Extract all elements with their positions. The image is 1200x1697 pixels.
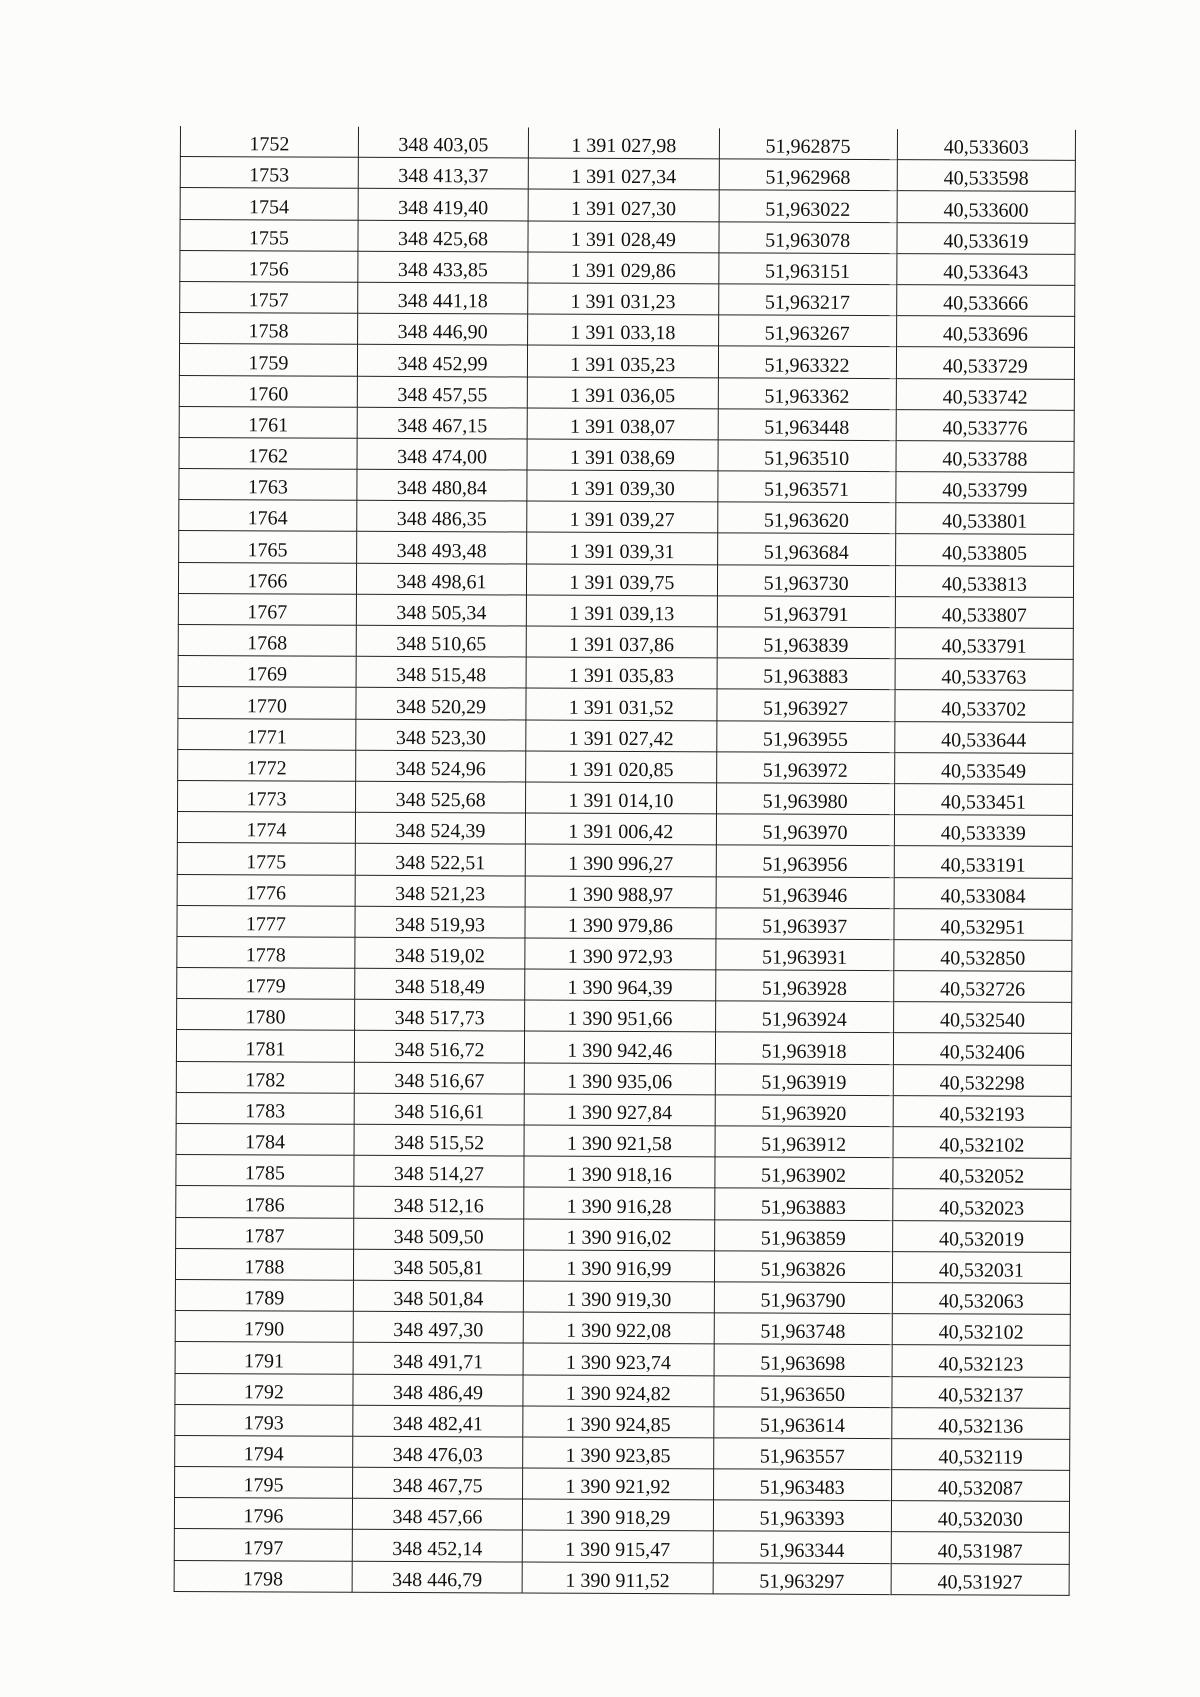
latitude-cell: 51,963928 [715, 970, 893, 1002]
latitude-cell: 51,963859 [714, 1219, 892, 1251]
y-coordinate-cell: 1 391 039,13 [527, 595, 717, 627]
table-row [174, 1498, 1069, 1533]
latitude-cell: 51,963614 [713, 1407, 891, 1439]
point-number-cell: 1774 [177, 812, 355, 844]
y-coordinate-cell: 1 391 039,31 [527, 532, 717, 564]
latitude-cell: 51,963267 [718, 315, 896, 347]
latitude-cell: 51,963937 [715, 908, 893, 940]
latitude-cell: 51,963684 [717, 533, 895, 565]
longitude-cell: 40,533549 [894, 752, 1072, 784]
longitude-cell: 40,533339 [894, 815, 1072, 847]
x-coordinate-cell: 348 515,48 [356, 656, 526, 688]
latitude-cell: 51,963918 [715, 1032, 893, 1064]
x-coordinate-cell: 348 491,71 [353, 1343, 523, 1375]
y-coordinate-cell: 1 391 037,86 [526, 626, 716, 658]
table-row [177, 874, 1072, 909]
y-coordinate-cell: 1 391 031,52 [526, 688, 716, 720]
point-number-cell: 1784 [176, 1123, 354, 1155]
x-coordinate-cell: 348 519,02 [355, 937, 525, 969]
longitude-cell: 40,532137 [892, 1376, 1070, 1408]
y-coordinate-cell: 1 390 922,08 [523, 1312, 713, 1344]
y-coordinate-cell: 1 390 942,46 [525, 1031, 715, 1063]
latitude-cell: 51,963362 [718, 377, 896, 409]
x-coordinate-cell: 348 509,50 [353, 1218, 523, 1250]
point-number-cell: 1786 [176, 1186, 354, 1218]
x-coordinate-cell: 348 525,68 [355, 781, 525, 813]
longitude-cell: 40,531987 [891, 1532, 1069, 1564]
longitude-cell: 40,533729 [896, 347, 1074, 379]
point-number-cell: 1771 [178, 718, 356, 750]
x-coordinate-cell: 348 498,61 [356, 563, 526, 595]
y-coordinate-cell: 1 391 020,85 [526, 751, 716, 783]
point-number-cell: 1794 [175, 1435, 353, 1467]
y-coordinate-cell: 1 391 039,75 [527, 564, 717, 596]
latitude-cell: 51,963883 [717, 658, 895, 690]
table-row [177, 936, 1072, 971]
latitude-cell: 51,963972 [716, 752, 894, 784]
point-number-cell: 1767 [178, 593, 356, 625]
x-coordinate-cell: 348 523,30 [356, 719, 526, 751]
x-coordinate-cell: 348 515,52 [354, 1124, 524, 1156]
point-number-cell: 1777 [177, 905, 355, 937]
longitude-cell: 40,532540 [893, 1002, 1071, 1034]
table-row [180, 126, 1075, 161]
x-coordinate-cell: 348 452,14 [352, 1530, 522, 1562]
x-coordinate-cell: 348 501,84 [353, 1280, 523, 1312]
x-coordinate-cell: 348 467,15 [357, 407, 527, 439]
table-row [177, 905, 1072, 940]
latitude-cell: 51,963557 [713, 1438, 891, 1470]
latitude-cell: 51,963931 [715, 939, 893, 971]
point-number-cell: 1757 [180, 281, 358, 313]
point-number-cell: 1763 [179, 469, 357, 501]
point-number-cell: 1761 [179, 406, 357, 438]
point-number-cell: 1798 [174, 1560, 352, 1592]
point-number-cell: 1788 [175, 1248, 353, 1280]
point-number-cell: 1796 [174, 1498, 352, 1530]
table-row [175, 1404, 1070, 1439]
table-row [176, 1186, 1071, 1221]
point-number-cell: 1781 [176, 1030, 354, 1062]
table-row [178, 687, 1073, 722]
table-row [179, 375, 1074, 410]
latitude-cell: 51,963620 [717, 502, 895, 534]
latitude-cell: 51,963344 [713, 1531, 891, 1563]
y-coordinate-cell: 1 391 027,98 [529, 128, 719, 160]
latitude-cell: 51,963217 [718, 284, 896, 316]
x-coordinate-cell: 348 524,39 [355, 812, 525, 844]
y-coordinate-cell: 1 390 921,58 [524, 1125, 714, 1157]
table-row [175, 1435, 1070, 1470]
longitude-cell: 40,532031 [892, 1251, 1070, 1283]
longitude-cell: 40,533801 [895, 503, 1073, 535]
y-coordinate-cell: 1 390 964,39 [525, 969, 715, 1001]
latitude-cell: 51,963919 [715, 1063, 893, 1095]
longitude-cell: 40,533191 [894, 846, 1072, 878]
table-row [179, 406, 1074, 441]
latitude-cell: 51,963826 [714, 1251, 892, 1283]
y-coordinate-cell: 1 390 923,85 [523, 1437, 713, 1469]
table-row [175, 1342, 1070, 1377]
x-coordinate-cell: 348 520,29 [356, 688, 526, 720]
longitude-cell: 40,532052 [893, 1158, 1071, 1190]
latitude-cell: 51,963483 [713, 1469, 891, 1501]
y-coordinate-cell: 1 391 029,86 [528, 252, 718, 284]
longitude-cell: 40,533813 [895, 565, 1073, 597]
x-coordinate-cell: 348 486,49 [353, 1374, 523, 1406]
point-number-cell: 1755 [180, 219, 358, 251]
y-coordinate-cell: 1 390 923,74 [523, 1343, 713, 1375]
latitude-cell: 51,962875 [719, 128, 897, 159]
longitude-cell: 40,532193 [893, 1095, 1071, 1127]
x-coordinate-cell: 348 505,34 [356, 594, 526, 626]
table-row [180, 188, 1075, 223]
longitude-cell: 40,532123 [892, 1345, 1070, 1377]
latitude-cell: 51,963393 [713, 1500, 891, 1532]
table-row [179, 437, 1074, 472]
latitude-cell: 51,963510 [718, 440, 896, 472]
point-number-cell: 1792 [175, 1373, 353, 1405]
latitude-cell: 51,963920 [715, 1095, 893, 1127]
y-coordinate-cell: 1 391 033,18 [528, 314, 718, 346]
point-number-cell: 1754 [180, 188, 358, 220]
longitude-cell: 40,533791 [895, 628, 1073, 660]
x-coordinate-cell: 348 521,23 [355, 875, 525, 907]
longitude-cell: 40,533799 [896, 472, 1074, 504]
longitude-cell: 40,533788 [896, 441, 1074, 473]
latitude-cell: 51,963956 [716, 845, 894, 877]
table-row [176, 1092, 1071, 1127]
table-row [179, 344, 1074, 379]
latitude-cell: 51,963650 [713, 1375, 891, 1407]
table-row [177, 843, 1072, 878]
table-row [178, 593, 1073, 628]
x-coordinate-cell: 348 516,61 [354, 1093, 524, 1125]
y-coordinate-cell: 1 390 919,30 [524, 1281, 714, 1313]
longitude-cell: 40,532102 [893, 1127, 1071, 1159]
latitude-cell: 51,963790 [714, 1282, 892, 1314]
point-number-cell: 1787 [176, 1217, 354, 1249]
latitude-cell: 51,963151 [718, 253, 896, 285]
longitude-cell: 40,532136 [892, 1407, 1070, 1439]
y-coordinate-cell: 1 390 916,28 [524, 1187, 714, 1219]
y-coordinate-cell: 1 391 039,27 [527, 501, 717, 533]
point-number-cell: 1758 [180, 313, 358, 345]
longitude-cell: 40,533805 [895, 534, 1073, 566]
x-coordinate-cell: 348 512,16 [354, 1187, 524, 1219]
x-coordinate-cell: 348 522,51 [355, 844, 525, 876]
y-coordinate-cell: 1 390 921,92 [523, 1468, 713, 1500]
point-number-cell: 1790 [175, 1311, 353, 1343]
longitude-cell: 40,533603 [897, 129, 1075, 160]
y-coordinate-cell: 1 391 027,34 [528, 158, 718, 190]
longitude-cell: 40,532406 [893, 1033, 1071, 1065]
point-number-cell: 1765 [179, 531, 357, 563]
point-number-cell: 1793 [175, 1404, 353, 1436]
y-coordinate-cell: 1 391 038,69 [527, 439, 717, 471]
table-row [179, 500, 1074, 535]
longitude-cell: 40,533742 [896, 378, 1074, 410]
table-row [176, 1123, 1071, 1158]
x-coordinate-cell: 348 482,41 [353, 1405, 523, 1437]
table-row [175, 1279, 1070, 1314]
table-row [177, 812, 1072, 847]
point-number-cell: 1775 [177, 843, 355, 875]
point-number-cell: 1760 [179, 375, 357, 407]
x-coordinate-cell: 348 516,67 [354, 1062, 524, 1094]
x-coordinate-cell: 348 403,05 [358, 127, 528, 158]
table-row [177, 968, 1072, 1003]
table-row [180, 313, 1075, 348]
latitude-cell: 51,963839 [717, 627, 895, 659]
latitude-cell: 51,963946 [716, 876, 894, 908]
y-coordinate-cell: 1 391 036,05 [527, 377, 717, 409]
longitude-cell: 40,533776 [896, 409, 1074, 441]
x-coordinate-cell: 348 457,55 [357, 376, 527, 408]
longitude-cell: 40,532951 [894, 908, 1072, 940]
longitude-cell: 40,532102 [892, 1314, 1070, 1346]
y-coordinate-cell: 1 391 035,83 [526, 657, 716, 689]
y-coordinate-cell: 1 390 915,47 [522, 1530, 712, 1562]
point-number-cell: 1778 [177, 936, 355, 968]
longitude-cell: 40,532726 [893, 971, 1071, 1003]
y-coordinate-cell: 1 391 014,10 [526, 782, 716, 814]
latitude-cell: 51,963448 [718, 409, 896, 441]
point-number-cell: 1783 [176, 1092, 354, 1124]
y-coordinate-cell: 1 391 027,42 [526, 720, 716, 752]
latitude-cell: 51,962968 [719, 159, 897, 191]
y-coordinate-cell: 1 390 916,99 [524, 1250, 714, 1282]
point-number-cell: 1791 [175, 1342, 353, 1374]
x-coordinate-cell: 348 518,49 [355, 968, 525, 1000]
longitude-cell: 40,532019 [892, 1220, 1070, 1252]
table-row [174, 1560, 1069, 1595]
latitude-cell: 51,963927 [716, 689, 894, 721]
point-number-cell: 1764 [179, 500, 357, 532]
point-number-cell: 1770 [178, 687, 356, 719]
x-coordinate-cell: 348 446,79 [352, 1561, 522, 1593]
latitude-cell: 51,963791 [717, 596, 895, 628]
y-coordinate-cell: 1 390 924,82 [523, 1375, 713, 1407]
longitude-cell: 40,531927 [891, 1563, 1069, 1595]
point-number-cell: 1776 [177, 874, 355, 906]
point-number-cell: 1768 [178, 624, 356, 656]
latitude-cell: 51,963924 [715, 1001, 893, 1033]
point-number-cell: 1753 [180, 157, 358, 189]
x-coordinate-cell: 348 476,03 [353, 1436, 523, 1468]
table-row [174, 1529, 1069, 1564]
x-coordinate-cell: 348 510,65 [356, 625, 526, 657]
x-coordinate-cell: 348 497,30 [353, 1311, 523, 1343]
latitude-cell: 51,963955 [716, 720, 894, 752]
point-number-cell: 1779 [177, 968, 355, 1000]
table-row [180, 281, 1075, 316]
y-coordinate-cell: 1 390 951,66 [525, 1000, 715, 1032]
x-coordinate-cell: 348 514,27 [354, 1155, 524, 1187]
longitude-cell: 40,532023 [892, 1189, 1070, 1221]
longitude-cell: 40,533666 [896, 285, 1074, 317]
x-coordinate-cell: 348 419,40 [358, 189, 528, 221]
y-coordinate-cell: 1 391 038,07 [527, 408, 717, 440]
longitude-cell: 40,532850 [894, 939, 1072, 971]
table-row [180, 157, 1075, 192]
y-coordinate-cell: 1 390 927,84 [524, 1094, 714, 1126]
table-row [180, 219, 1075, 254]
point-number-cell: 1773 [178, 780, 356, 812]
point-number-cell: 1756 [180, 250, 358, 282]
latitude-cell: 51,963297 [713, 1562, 891, 1594]
table-row [175, 1311, 1070, 1346]
y-coordinate-cell: 1 390 918,29 [523, 1499, 713, 1531]
x-coordinate-cell: 348 486,35 [357, 501, 527, 533]
point-number-cell: 1766 [178, 562, 356, 594]
longitude-cell: 40,533763 [895, 659, 1073, 691]
longitude-cell: 40,533644 [895, 721, 1073, 753]
latitude-cell: 51,963980 [716, 783, 894, 815]
y-coordinate-cell: 1 390 979,86 [525, 907, 715, 939]
point-number-cell: 1789 [175, 1279, 353, 1311]
table-row [175, 1248, 1070, 1283]
longitude-cell: 40,533807 [895, 596, 1073, 628]
point-number-cell: 1785 [176, 1155, 354, 1187]
table-row [179, 531, 1074, 566]
table-row [176, 1061, 1071, 1096]
table-row [179, 469, 1074, 504]
x-coordinate-cell: 348 425,68 [358, 220, 528, 252]
point-number-cell: 1752 [180, 126, 358, 157]
y-coordinate-cell: 1 391 028,49 [528, 221, 718, 253]
point-number-cell: 1782 [176, 1061, 354, 1093]
y-coordinate-cell: 1 390 918,16 [524, 1156, 714, 1188]
table-row [178, 749, 1073, 784]
longitude-cell: 40,533451 [894, 784, 1072, 816]
latitude-cell: 51,963022 [719, 190, 897, 222]
x-coordinate-cell: 348 433,85 [358, 251, 528, 283]
point-number-cell: 1762 [179, 437, 357, 469]
longitude-cell: 40,533643 [897, 253, 1075, 285]
longitude-cell: 40,533696 [896, 316, 1074, 348]
point-number-cell: 1797 [174, 1529, 352, 1561]
latitude-cell: 51,963748 [714, 1313, 892, 1345]
y-coordinate-cell: 1 390 988,97 [525, 876, 715, 908]
table-row [176, 1155, 1071, 1190]
y-coordinate-cell: 1 391 006,42 [526, 813, 716, 845]
table-row [175, 1467, 1070, 1502]
point-number-cell: 1795 [175, 1467, 353, 1499]
x-coordinate-cell: 348 413,37 [358, 157, 528, 189]
latitude-cell: 51,963571 [717, 471, 895, 503]
longitude-cell: 40,533084 [894, 877, 1072, 909]
y-coordinate-cell: 1 391 027,30 [528, 189, 718, 221]
longitude-cell: 40,532119 [891, 1438, 1069, 1470]
x-coordinate-cell: 348 474,00 [357, 438, 527, 470]
table-row [180, 250, 1075, 285]
x-coordinate-cell: 348 457,66 [352, 1499, 522, 1531]
latitude-cell: 51,963730 [717, 564, 895, 596]
x-coordinate-cell: 348 446,90 [357, 313, 527, 345]
table-row [178, 624, 1073, 659]
longitude-cell: 40,532063 [892, 1283, 1070, 1315]
latitude-cell: 51,963078 [718, 221, 896, 253]
y-coordinate-cell: 1 390 972,93 [525, 938, 715, 970]
longitude-cell: 40,533598 [897, 160, 1075, 192]
longitude-cell: 40,532087 [891, 1470, 1069, 1502]
latitude-cell: 51,963902 [714, 1157, 892, 1189]
point-number-cell: 1759 [179, 344, 357, 376]
x-coordinate-cell: 348 516,72 [354, 1031, 524, 1063]
coordinates-table-body [174, 126, 1075, 1595]
latitude-cell: 51,963970 [716, 814, 894, 846]
x-coordinate-cell: 348 524,96 [356, 750, 526, 782]
y-coordinate-cell: 1 390 916,02 [524, 1219, 714, 1251]
point-number-cell: 1780 [177, 999, 355, 1031]
table-row [178, 780, 1073, 815]
y-coordinate-cell: 1 391 035,23 [528, 345, 718, 377]
y-coordinate-cell: 1 391 039,30 [527, 470, 717, 502]
x-coordinate-cell: 348 505,81 [353, 1249, 523, 1281]
latitude-cell: 51,963912 [715, 1126, 893, 1158]
y-coordinate-cell: 1 390 935,06 [524, 1063, 714, 1095]
table-row [177, 999, 1072, 1034]
table-row [175, 1373, 1070, 1408]
y-coordinate-cell: 1 390 924,85 [523, 1406, 713, 1438]
point-number-cell: 1769 [178, 656, 356, 688]
longitude-cell: 40,532298 [893, 1064, 1071, 1096]
coordinates-table [174, 126, 1076, 1596]
longitude-cell: 40,533600 [897, 191, 1075, 223]
x-coordinate-cell: 348 480,84 [357, 469, 527, 501]
x-coordinate-cell: 348 493,48 [356, 532, 526, 564]
y-coordinate-cell: 1 390 996,27 [525, 844, 715, 876]
latitude-cell: 51,963883 [714, 1188, 892, 1220]
point-number-cell: 1772 [178, 749, 356, 781]
latitude-cell: 51,963698 [714, 1344, 892, 1376]
table-row [176, 1030, 1071, 1065]
x-coordinate-cell: 348 452,99 [357, 345, 527, 377]
x-coordinate-cell: 348 467,75 [352, 1467, 522, 1499]
table-row [176, 1217, 1071, 1252]
table-row [178, 656, 1073, 691]
latitude-cell: 51,963322 [718, 346, 896, 378]
y-coordinate-cell: 1 390 911,52 [522, 1562, 712, 1594]
table-row [178, 718, 1073, 753]
longitude-cell: 40,532030 [891, 1501, 1069, 1533]
x-coordinate-cell: 348 441,18 [358, 282, 528, 314]
longitude-cell: 40,533702 [895, 690, 1073, 722]
table-row [178, 562, 1073, 597]
y-coordinate-cell: 1 391 031,23 [528, 283, 718, 315]
x-coordinate-cell: 348 519,93 [355, 906, 525, 938]
longitude-cell: 40,533619 [897, 222, 1075, 254]
x-coordinate-cell: 348 517,73 [354, 1000, 524, 1032]
